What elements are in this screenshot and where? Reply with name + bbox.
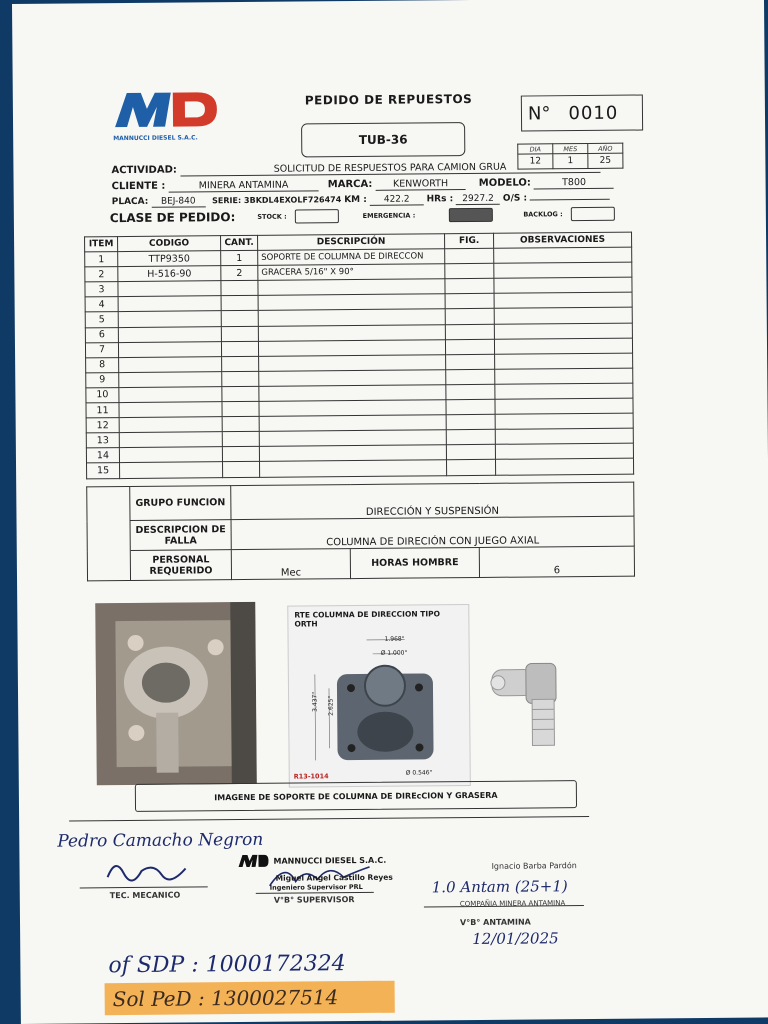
row-cant — [221, 341, 258, 356]
serie-value: 3BKDL4EXOLF726474 — [243, 195, 342, 205]
os-label: O/S : — [502, 193, 528, 204]
row-item: 14 — [86, 448, 119, 463]
row-item: 13 — [86, 433, 119, 448]
row-cant — [223, 462, 260, 477]
form-number-box — [521, 94, 643, 131]
row-observaciones — [494, 338, 632, 354]
row-fig — [446, 369, 495, 385]
part-photo — [95, 602, 257, 785]
row-fig — [445, 263, 494, 279]
tech-signature-icon — [101, 854, 201, 887]
row-fig — [445, 279, 494, 295]
tech-role: TEC. MECANICO — [109, 890, 181, 901]
row-cant — [222, 416, 259, 431]
mgr-role: V°B° ANTAMINA — [459, 917, 531, 928]
row-observaciones — [494, 292, 632, 308]
row-cant — [221, 311, 258, 326]
info-table — [86, 482, 635, 582]
row-codigo — [119, 447, 222, 463]
row-cant — [221, 281, 258, 296]
row-descripcion — [259, 385, 446, 402]
row-fig — [446, 354, 495, 370]
row-item: 3 — [85, 282, 118, 297]
stock-label: STOCK : — [257, 212, 287, 221]
row-codigo — [118, 326, 221, 342]
row-item: 7 — [85, 342, 118, 357]
sup-role: V°B° SUPERVISOR — [273, 895, 355, 905]
row-item: 9 — [86, 372, 119, 387]
grupo-label: GRUPO FUNCION — [130, 486, 231, 521]
row-descripcion — [259, 370, 446, 387]
km-value: 422.2 — [370, 194, 424, 205]
row-item: 1 — [85, 252, 118, 267]
modelo-value: T800 — [534, 177, 614, 190]
row-fig — [445, 339, 494, 355]
row-descripcion — [260, 460, 447, 477]
row-cant — [222, 401, 259, 416]
modelo-label: MODELO: — [478, 177, 531, 189]
md-logo-icon — [113, 88, 223, 133]
row-item: 11 — [86, 403, 119, 418]
cliente-value: MINERA ANTAMINA — [169, 179, 319, 192]
row-item: 15 — [87, 463, 120, 478]
serie-label: SERIE: — [212, 196, 242, 206]
items-table — [84, 232, 634, 479]
cliente-row — [112, 177, 615, 193]
row-observaciones — [495, 383, 633, 399]
row-item: 8 — [86, 357, 119, 372]
handwritten-sdp: of SDP : 1000172324 — [108, 951, 346, 979]
row-cant — [222, 386, 259, 401]
day-label: DIA — [518, 144, 553, 154]
row-descripcion — [259, 445, 446, 462]
falla-label: DESCRIPCION DE FALLA — [130, 520, 231, 551]
row-descripcion — [259, 400, 446, 417]
row-observaciones — [495, 353, 633, 369]
part-ref: R13-1014 — [293, 772, 329, 781]
row-item: 2 — [85, 267, 118, 282]
sup-title: Ingeniero Supervisor PRL — [269, 882, 363, 892]
row-descripcion: GRACERA 5/16" X 90° — [258, 264, 445, 281]
row-codigo — [119, 417, 222, 433]
mgr-handwritten-note: 1.0 Antam (25+1) — [431, 877, 568, 897]
dim-2625: 2.625" — [327, 695, 335, 716]
row-item: 10 — [86, 388, 119, 403]
header-observaciones: OBSERVACIONES — [494, 232, 632, 248]
row-descripcion — [259, 415, 446, 432]
row-observaciones — [495, 413, 633, 429]
row-item: 6 — [85, 327, 118, 342]
row-fig — [445, 294, 494, 310]
row-observaciones — [494, 247, 632, 263]
marca-label: MARCA: — [327, 178, 373, 191]
row-descripcion: SOPORTE DE COLUMNA DE DIRECCON — [258, 249, 445, 266]
row-cant — [222, 447, 259, 462]
row-codigo — [119, 387, 222, 403]
clase-label: CLASE DE PEDIDO: — [109, 210, 236, 226]
header-cant: CANT. — [221, 235, 258, 250]
row-observaciones — [494, 323, 632, 339]
row-cant: 1 — [221, 250, 258, 265]
row-fig — [445, 324, 494, 340]
part-drawing — [287, 604, 471, 788]
row-codigo — [119, 432, 222, 448]
date-year: 25 — [588, 153, 623, 168]
row-descripcion — [258, 294, 445, 311]
header-codigo: CODIGO — [118, 236, 221, 252]
row-observaciones — [494, 262, 632, 278]
row-cant — [222, 356, 259, 371]
stamp-company: MANNUCCI DIESEL S.A.C. — [273, 855, 387, 866]
company-name: MANNUCCI DIESEL S.A.C. — [113, 134, 198, 143]
date-day: 12 — [518, 154, 553, 169]
company-logo — [113, 88, 223, 142]
form-title: PEDIDO DE REPUESTOS — [304, 91, 473, 108]
placa-row — [112, 193, 610, 208]
row-cant — [222, 371, 259, 386]
row-fig — [446, 384, 495, 400]
form-code: TUB-36 — [301, 122, 465, 157]
row-codigo — [119, 372, 222, 388]
row-observaciones — [495, 443, 633, 459]
mgr-company: COMPAÑIA MINERA ANTAMINA — [459, 899, 566, 909]
personal-label: PERSONAL REQUERIDO — [130, 550, 231, 581]
placa-value: BEJ-840 — [151, 196, 205, 207]
header-item: ITEM — [85, 237, 118, 252]
date-month: 1 — [553, 153, 588, 168]
row-codigo — [118, 341, 221, 357]
dim-1968: 1.968" — [384, 635, 405, 643]
actividad-value: SOLICITUD DE RESPUESTOS PARA CAMION GRUA — [180, 161, 600, 177]
number-label: N° — [527, 102, 551, 125]
row-item: 12 — [86, 418, 119, 433]
row-descripcion — [258, 339, 445, 356]
sup-name: Miguel Angel Castillo Reyes — [275, 872, 393, 883]
horas-value: 6 — [479, 546, 634, 577]
header-descripcion: DESCRIPCIÓN — [258, 234, 445, 251]
row-codigo — [119, 356, 222, 372]
row-codigo: H-516-90 — [118, 266, 221, 282]
month-label: MES — [553, 143, 588, 153]
mgr-name: Ignacio Barba Pardón — [491, 861, 577, 871]
row-fig — [445, 248, 494, 264]
row-codigo — [118, 296, 221, 312]
actividad-row — [111, 161, 600, 177]
horas-label: HORAS HOMBRE — [350, 547, 479, 578]
row-fig — [446, 430, 495, 446]
row-observaciones — [495, 398, 633, 414]
row-observaciones — [494, 308, 632, 324]
row-descripcion — [259, 354, 446, 371]
row-descripcion — [258, 279, 445, 296]
image-caption: IMAGENE DE SOPORTE DE COLUMNA DE DIREcCION Y GRASERA — [135, 780, 577, 812]
cliente-label: CLIENTE : — [111, 180, 166, 193]
placa-label: PLACA: — [111, 196, 149, 208]
marca-value: KENWORTH — [376, 178, 466, 191]
row-fig — [446, 460, 495, 476]
drawing-title: RTE COLUMNA DE DIRECCION TIPO — [294, 609, 441, 620]
row-cant — [221, 296, 258, 311]
row-observaciones — [494, 277, 632, 293]
row-codigo — [118, 281, 221, 297]
row-codigo — [119, 402, 222, 418]
actividad-label: ACTIVIDAD: — [111, 164, 177, 177]
row-fig — [446, 414, 495, 430]
clase-row — [110, 207, 615, 225]
grease-fitting-photo — [488, 649, 579, 760]
backlog-label: BACKLOG : — [523, 210, 563, 219]
personal-value: Mec — [231, 549, 350, 580]
emergencia-label: EMERGENCIA : — [362, 211, 416, 220]
handwritten-ped: Sol PeD : 1300027514 — [112, 985, 339, 1012]
mgr-handwritten-date: 12/01/2025 — [472, 929, 559, 949]
document-sheet — [12, 0, 768, 1024]
row-fig — [446, 445, 495, 461]
km-label: KM : — [344, 194, 367, 206]
row-fig — [445, 309, 494, 325]
os-value — [530, 199, 610, 201]
row-item: 5 — [85, 312, 118, 327]
backlog-checkbox[interactable] — [571, 207, 615, 221]
row-observaciones — [495, 459, 633, 475]
row-observaciones — [495, 368, 633, 384]
row-codigo: TTP9350 — [118, 251, 221, 267]
header-fig: FIG. — [445, 233, 494, 249]
row-cant — [222, 432, 259, 447]
drawing-subtitle: ORTH — [294, 619, 318, 629]
row-fig — [446, 399, 495, 415]
falla-value: COLUMNA DE DIRECIÓN CON JUEGO AXIAL — [231, 516, 634, 550]
row-descripcion — [258, 324, 445, 341]
dim-3437: 3.437" — [311, 691, 319, 712]
row-codigo — [120, 462, 223, 478]
emergencia-checkbox[interactable] — [449, 208, 493, 222]
tech-handwritten-name: Pedro Camacho Negron — [57, 829, 264, 852]
dim-0546: Ø 0.546" — [405, 769, 433, 777]
row-cant: 2 — [221, 266, 258, 281]
hrs-value: 2927.2 — [456, 194, 500, 205]
grupo-value: DIRECCIÓN Y SUSPENSIÓN — [231, 482, 634, 520]
form-number: 0010 — [568, 102, 619, 124]
row-descripcion — [259, 430, 446, 447]
row-observaciones — [495, 428, 633, 444]
row-codigo — [118, 311, 221, 327]
section-divider — [69, 816, 589, 822]
row-descripcion — [258, 309, 445, 326]
hrs-label: HRs : — [426, 194, 454, 205]
dim-1000: Ø 1.000" — [380, 649, 408, 657]
row-item: 4 — [85, 297, 118, 312]
row-cant — [221, 326, 258, 341]
year-label: AÑO — [588, 143, 623, 153]
stock-checkbox[interactable] — [295, 209, 339, 223]
